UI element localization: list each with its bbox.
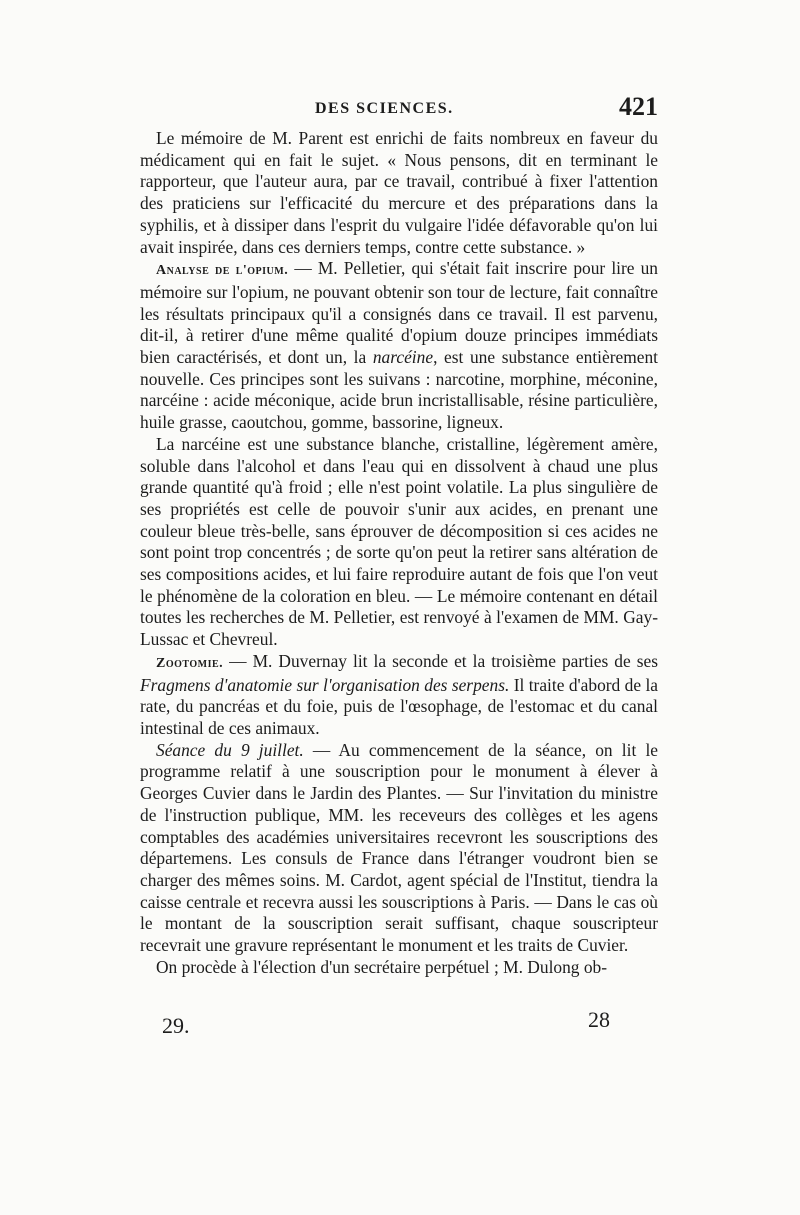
signature-mark-right: 28 bbox=[588, 1007, 610, 1032]
signature-mark-left: 29. bbox=[162, 1013, 190, 1038]
section-heading-opium: Analyse de l'opium. bbox=[156, 263, 289, 279]
paragraph-text: La narcéine est une substance blanche, cristalline, légèrement amère, soluble dans l'alcohol et dans l'eau qui en dissolvent à chaud une plus grande quantité qu'à froid ; elle n'est point volatile. La plus singulière de ses propriétés est celle de pouvoir s'unir aux acides, en prenant une couleur bleue très-belle, sans éprouver de décomposition si ces acides ne sont point trop concentrés ; de sorte qu'on peut la retirer sans altération de ses compositions acides, et lui faire reproduire autant de fois que l'on veut le phénomène de la coloration en bleu. — Le mémoire contenant en détail toutes les recherches de M. Pelletier, est renvoyé à l'examen de MM. Gay-Lussac et Chevreul. bbox=[140, 433, 658, 650]
paragraph-narceine bbox=[140, 434, 658, 651]
page-body bbox=[140, 128, 658, 978]
paragraph-text: Le mémoire de M. Parent est enrichi de faits nombreux en faveur du médicament qui en fait le sujet. « Nous pensons, dit en terminant le rapporteur, que l'auteur aura, par ce travail, contribué à fixer l'attention des praticiens sur l'efficacité du mercure et des préparations dans la syphilis, et à dissiper dans l'esprit du vulgaire l'idée défavorable qu'on lui avait inspirée, dans ces derniers temps, contre cette substance. » bbox=[140, 128, 658, 257]
section-heading-zootomy: Zootomie. bbox=[156, 655, 224, 671]
paragraph-zootomy bbox=[140, 651, 658, 740]
paragraph-seance-july-9 bbox=[140, 740, 658, 957]
page-footer bbox=[140, 1007, 658, 1045]
paragraph-election bbox=[140, 957, 658, 979]
paragraph-text-continued: Il traite d'abord de la rate, du pancréas et du foie, puis de l'œsophage, de l'estomac et du canal intestinal de ces animaux. bbox=[140, 674, 658, 738]
section-heading-seance: Séance du 9 juillet. bbox=[156, 739, 304, 760]
paragraph-text: — M. Pelletier, qui s'était fait inscrire pour lire un mémoire sur l'opium, ne pouvant obtenir son tour de lecture, fait connaître les résultats principaux qu'il a consignés dans ce travail. Il est parvenu, dit-il, à retirer d'une même qualité d'opium douze principes immédiats bien caractérisés, et dont un, la bbox=[140, 258, 659, 368]
italic-work-title: Fragmens d'anatomie sur l'organisation des serpens. bbox=[140, 674, 510, 695]
paragraph-text: — M. Duvernay lit la seconde et la troisième parties de ses bbox=[223, 650, 658, 671]
paragraph-text: — Au commencement de la séance, on lit le programme relatif à une souscription pour le monument à élever à Georges Cuvier dans le Jardin des Plantes. — Sur l'invitation du ministre de l'instruction publique, MM. les receveurs des collèges et les agens comptables des académies universitaires recevront les souscriptions des départemens. Les consuls de France dans l'étranger voudront bien se charger des mêmes soins. M. Cardot, agent spécial de l'Institut, tiendra la caisse centrale et recevra aussi les souscriptions à Paris. — Dans le cas où le montant de la souscription serait suffisant, chaque souscripteur recevrait une gravure représentant le monument et les traits de Cuvier. bbox=[140, 739, 658, 956]
page-number: 421 bbox=[619, 92, 658, 121]
italic-term-narceine: narcéine bbox=[372, 347, 434, 368]
paragraph-text: On procède à l'élection d'un secrétaire perpétuel ; M. Dulong ob- bbox=[156, 956, 608, 977]
running-title: DES SCIENCES. bbox=[315, 100, 454, 117]
paragraph-opium-analysis bbox=[140, 258, 658, 434]
paragraph-text-continued: , est une substance entièrement nouvelle. Ces principes sont les suivans : narcotine, morphine, méconine, narcéine : acide méconique, acide brun incristallisable, résine particulière, huile grasse, caoutchou, gomme, bassorine, ligneux. bbox=[140, 347, 658, 433]
page-header bbox=[140, 92, 660, 132]
paragraph-parent-memoir bbox=[140, 128, 658, 258]
